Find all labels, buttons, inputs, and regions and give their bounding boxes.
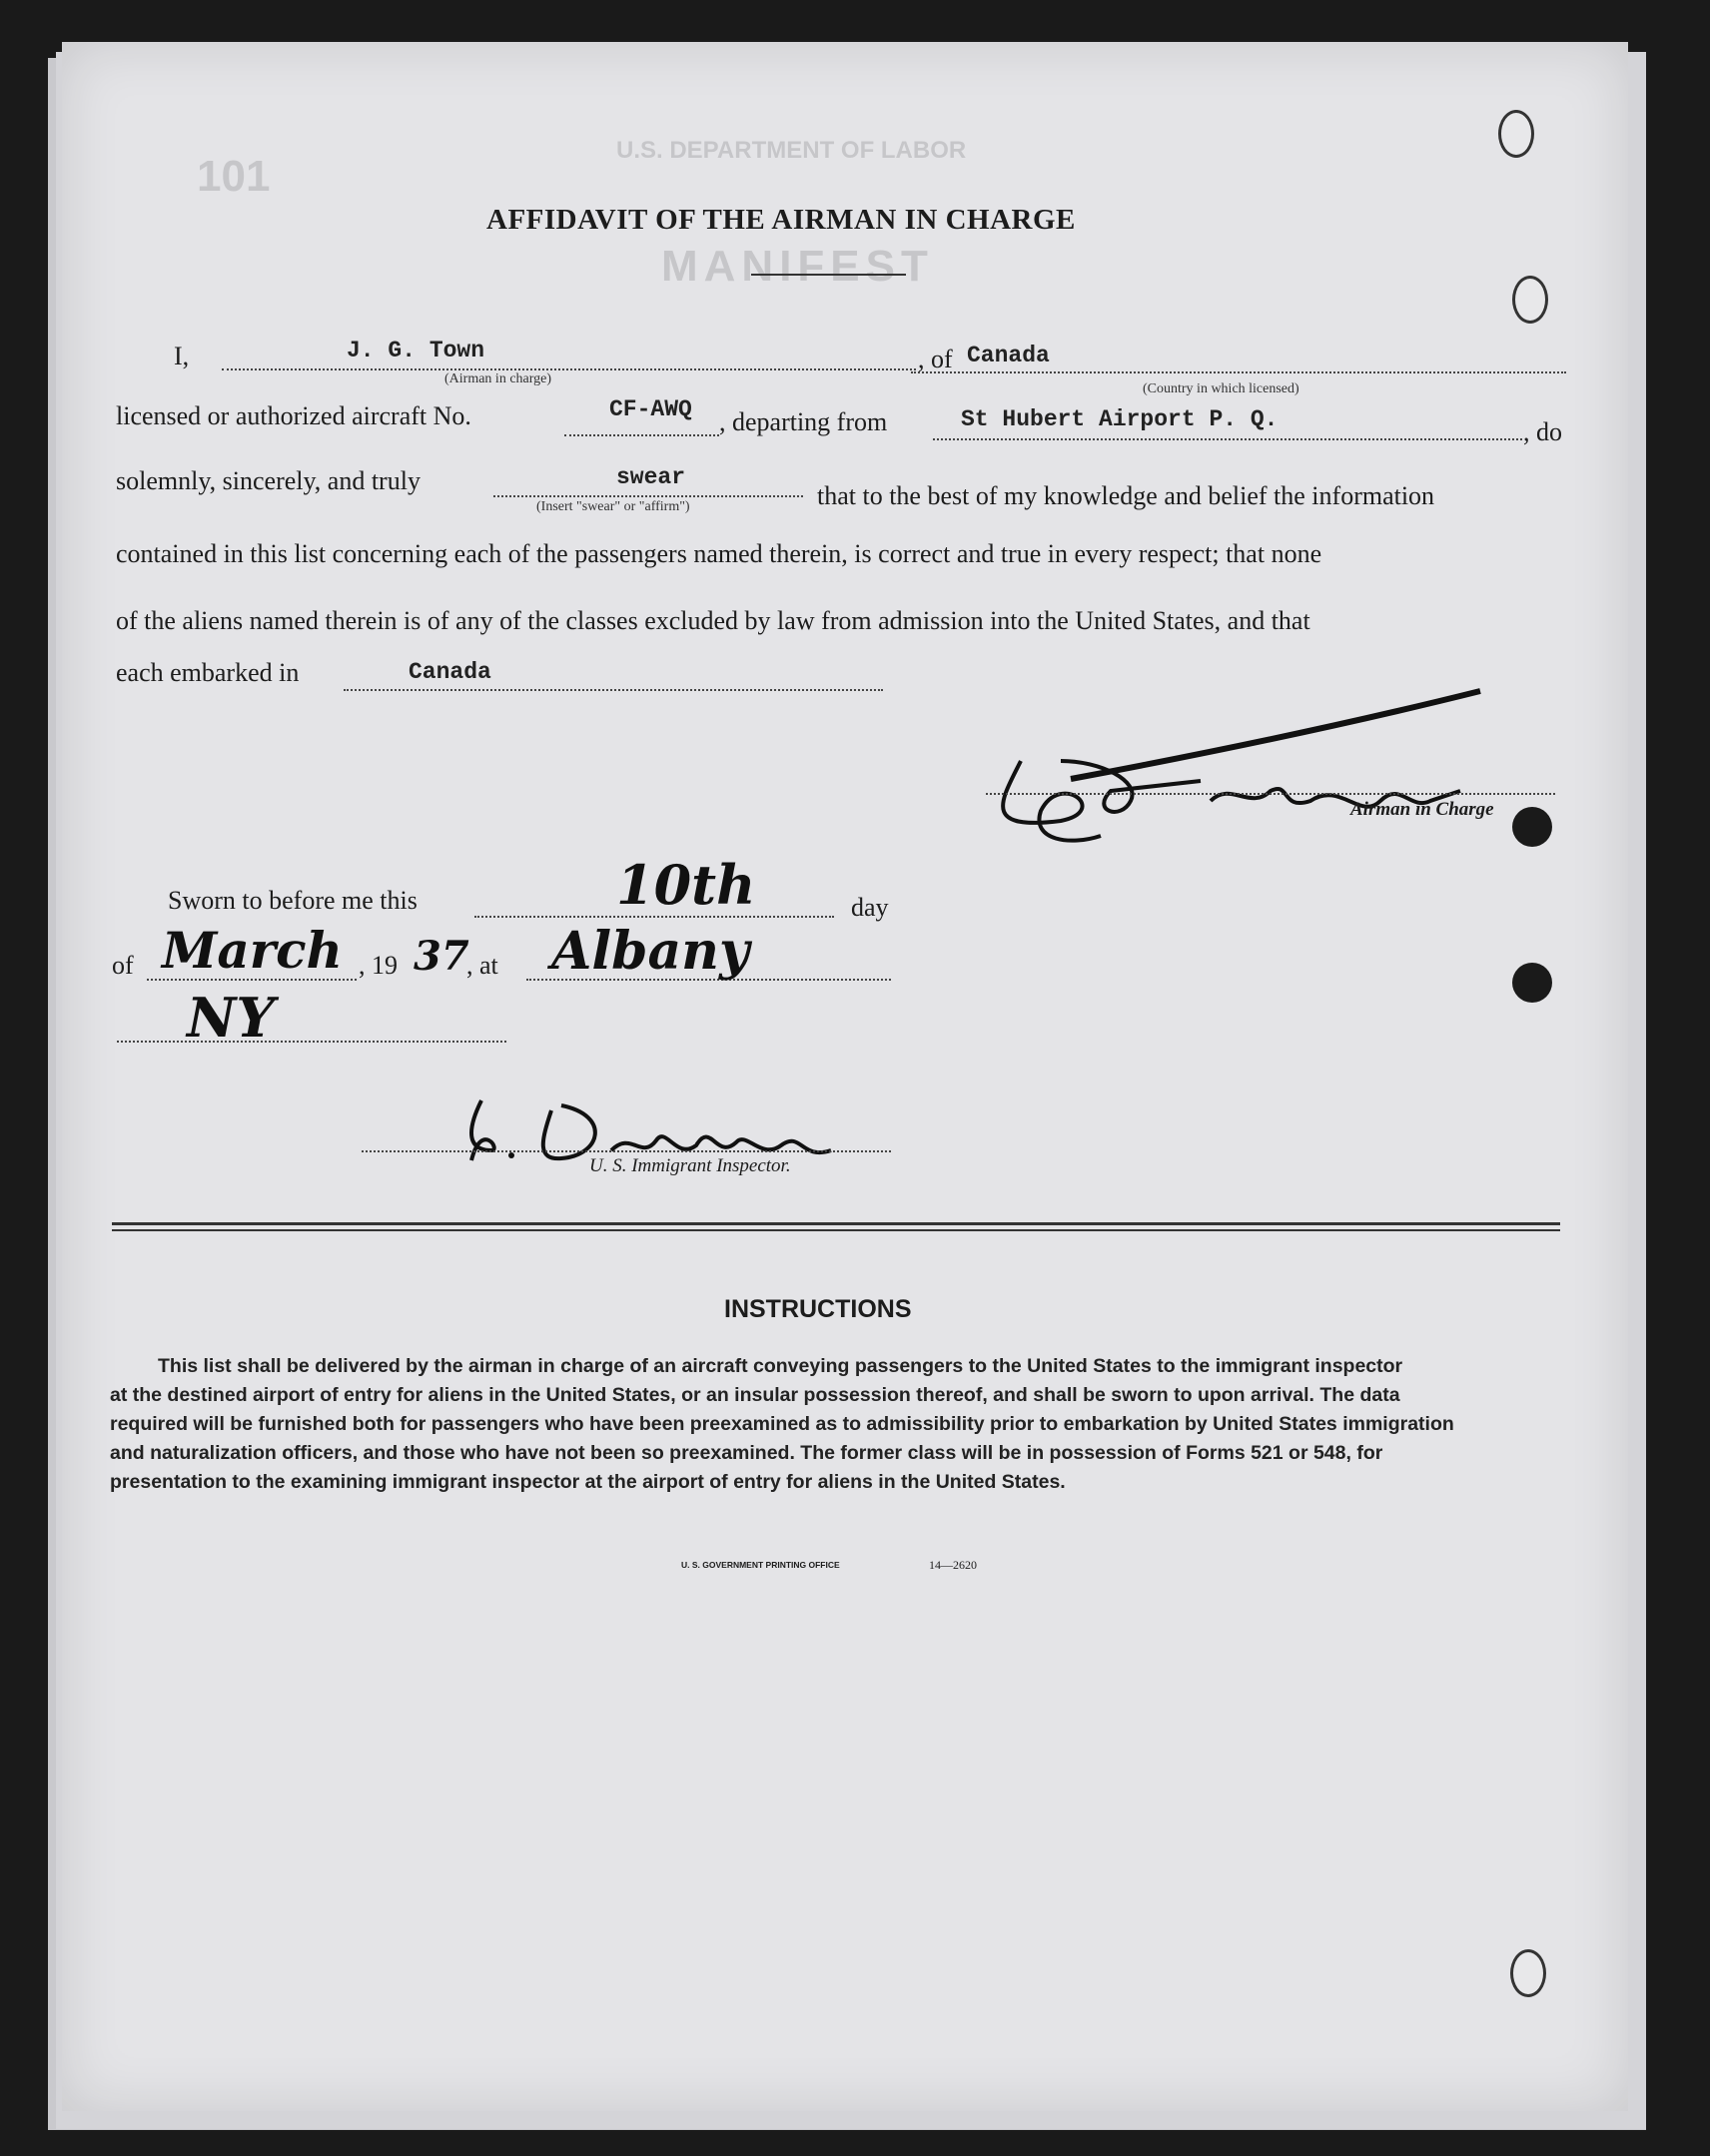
instructions-line: at the destined airport of entry for aliens in the United States, or an insular possession thereof, and shall be sworn to upon arrival. The data [110,1384,1400,1406]
oath-field: swear [616,464,686,490]
of-month-label: of [112,951,134,980]
place-line2-field: NY [187,986,275,1050]
line4: contained in this list concerning each of the passengers named therein, is correct and true in every respect; that none [116,539,1322,568]
instructions-line: and naturalization officers, and those who have not been so preexamined. The former class will be in possession of Forms 521 or 548, for [110,1442,1383,1464]
form-title: AFFIDAVIT OF THE AIRMAN IN CHARGE [486,204,1076,236]
document-page: U.S. DEPARTMENT OF LABOR MANIFEST 101 AFFIDAVIT OF THE AIRMAN IN CHARGE I, J. G. Town (Airman in charge) , of Canada (Country in which licensed) licensed or authorized aircraft No. CF-AWQ , departing from St Hubert Airport P. Q. , do solemnly, sincerely, and truly swear (Insert "swear" or "affirm") that to the best of my knowledge and belief the information contained in this list concerning each of the passengers named therein, is correct and true in every respect; that none of the aliens named therein is of any of the classes excluded by law from admission into the United States, and that each embarked in Canada Airman in Charge Sworn to before me this 10th day of March , 19 37 , at Albany NY U. S. Immigrant Inspector. INSTRUCTIONS This list shall be delivered by the airman in charge of an aircraft conveying passengers to the United States to the immigrant inspector at the destined airport of entry for aliens in the United States, or an insular possession thereof, and shall be sworn to upon arrival. The data required will be furnished both for passengers who have been preexamined as to admissibility prior to embarkation by United States immigration and naturalization officers, and those who have not been so preexamined. The former class will be in possession of Forms 521 or 548, for presentation to the examining immigrant inspector at the airport of entry for aliens in the United States. U. S. GOVERNMENT PRINTING OFFICE 14—2620 [62,42,1628,2111]
embarked-field-line [344,689,883,691]
line3-suffix: that to the best of my knowledge and belief the information [817,481,1435,510]
title-rule [751,274,906,276]
airman-caption: (Airman in charge) [444,371,552,386]
place-field: Albany [551,921,750,982]
airman-signature [941,661,1580,861]
sworn-label: Sworn to before me this [168,886,418,915]
airman-signature-caption: Airman in Charge [1350,799,1494,820]
embarked-field: Canada [409,659,491,685]
departing-label: , departing from [719,407,888,436]
aircraft-number-field: CF-AWQ [609,396,692,422]
instructions-line: This list shall be delivered by the airman in charge of an aircraft conveying passengers to the United States to the immigrant inspector [158,1355,1403,1377]
airman-name-field: J. G. Town [347,338,485,363]
inspector-caption: U. S. Immigrant Inspector. [589,1155,791,1176]
line6-label: each embarked in [116,658,300,687]
instructions-line: presentation to the examining immigrant inspector at the airport of entry for aliens in the United States. [110,1471,1066,1493]
day-field: 10th [616,853,756,917]
line5: of the aliens named therein is of any of the classes excluded by law from admission into the United States, and that [116,606,1310,635]
departing-field-line [933,438,1522,440]
form-number: 14—2620 [929,1558,977,1572]
airman-signature-line [986,793,1555,795]
country-field-line [911,371,1566,373]
instructions-heading: INSTRUCTIONS [724,1295,912,1323]
aircraft-field-line [564,434,719,436]
binder-hole-upper [1512,276,1548,324]
line1-prefix: I, [174,342,190,370]
instructions-line: required will be furnished both for passengers who have been preexamined as to admissibility prior to embarkation by United States immigration [110,1413,1454,1435]
year-field: 37 [414,933,469,980]
of-label: , of [918,345,953,373]
printer-imprint: U. S. GOVERNMENT PRINTING OFFICE [681,1560,840,1570]
country-caption: (Country in which licensed) [1143,381,1299,396]
line3-label: solemnly, sincerely, and truly [116,466,421,495]
country-field: Canada [967,343,1050,368]
section-divider [112,1222,1560,1231]
punch-hole-2 [1512,963,1552,1003]
line2-suffix: , do [1523,417,1562,446]
departing-field: St Hubert Airport P. Q. [961,406,1279,432]
day-label: day [851,893,889,922]
place-line2-field-line [117,1041,506,1043]
binder-hole-top [1498,110,1534,158]
line2-label: licensed or authorized aircraft No. [116,401,471,430]
oath-caption: (Insert "swear" or "affirm") [536,499,690,514]
year-prefix: , 19 [359,951,398,980]
oath-field-line [493,495,803,497]
airman-name-field-line [222,368,916,370]
binder-hole-bottom [1510,1949,1546,1997]
inspector-signature-line [362,1150,891,1152]
month-field: March [162,921,343,980]
at-label: , at [466,951,498,980]
